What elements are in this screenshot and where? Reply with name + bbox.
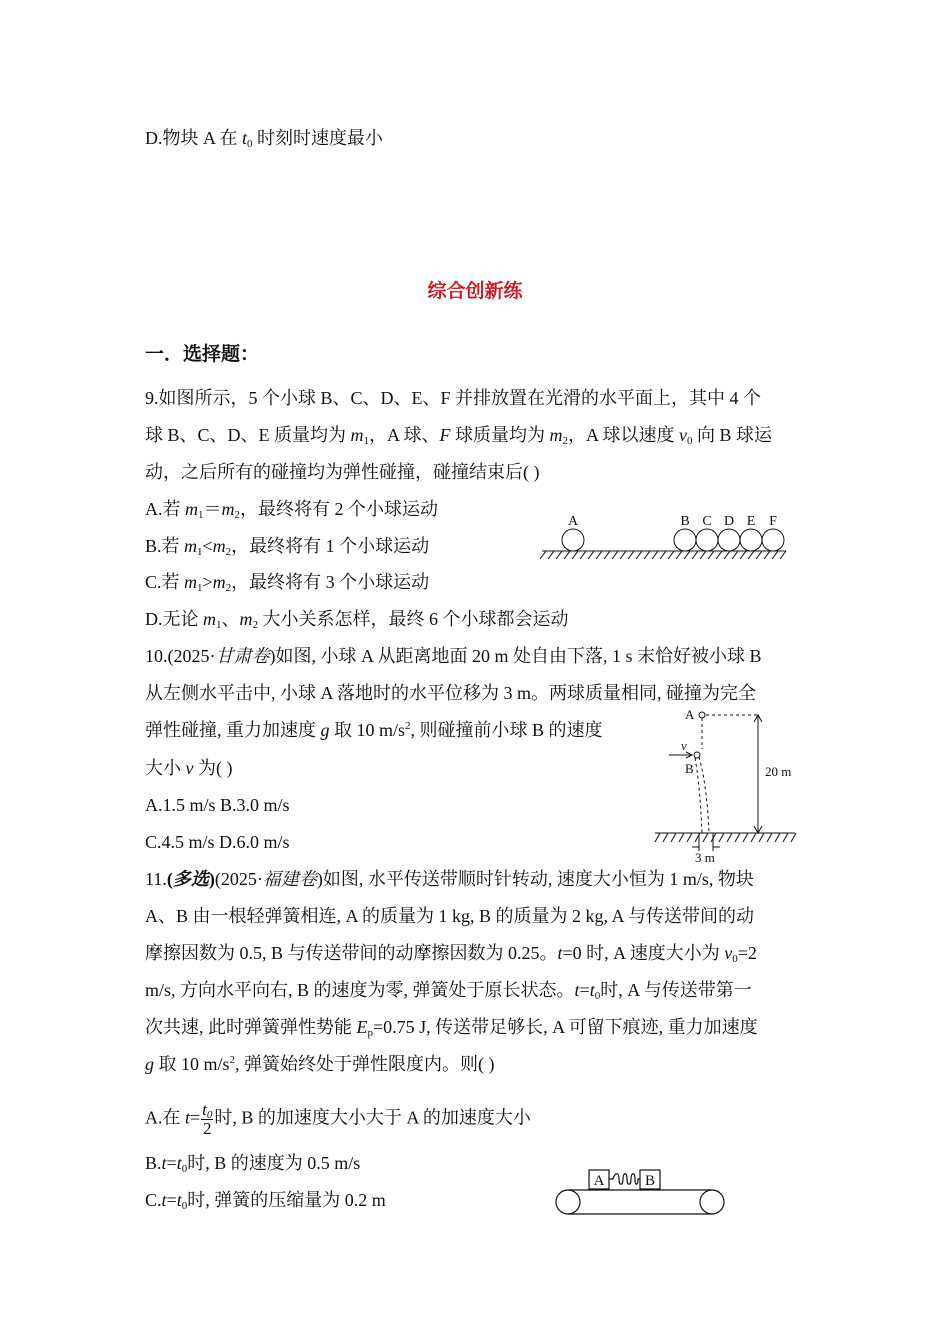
q10-options-ab: A.1.5 m/s B.3.0 m/s: [145, 795, 290, 815]
q11-conveyor-figure: [552, 1168, 732, 1220]
label-c: C: [702, 514, 712, 529]
spring: [609, 1174, 640, 1185]
q10-line-3: 弹性碰撞, 重力加速度 g 取 10 $m/s^2$, 则碰撞前小球 B 的速度: [145, 720, 603, 740]
label-b: B: [680, 514, 690, 529]
fig-label-b: B: [685, 761, 694, 776]
q9-balls-figure: [540, 510, 790, 560]
section-title: 综合创新练: [427, 280, 523, 302]
q11-option-b: $B.t=t_0$时, B 的速度为 0.5 m/s: [145, 1153, 361, 1175]
ball-c: [696, 529, 718, 551]
block-b-label: B: [644, 1173, 656, 1189]
q11-option-a: A.在 t= $\frac{t_0}{2}$ 时, B 的加速度大小大于 A 的加速度大小: [145, 1100, 531, 1138]
fig-label-a: A: [685, 707, 695, 722]
block-a-label: A: [593, 1173, 605, 1189]
q9-line-3: 动，之后所有的碰撞均为弹性碰撞，碰撞结束后( ): [145, 462, 540, 482]
fig-label-height: 20 m: [765, 764, 792, 779]
roller-left: [556, 1190, 580, 1214]
label-f: F: [769, 514, 777, 529]
fig-label-dist: 3 m: [695, 850, 715, 865]
q11-line-4: m/s, 方向水平向右, B 的速度为零, 弹簧处于原长状态。$t=t_0$时, A 与传送带第一: [145, 980, 752, 1002]
ball-a: [562, 529, 584, 551]
q9-line-1: 9.如图所示，5 个小球 B、C、D、E、F 并排放置在光滑的水平面上，其中 4 个: [145, 388, 762, 408]
q11-line-1: 11.(多选)(2025·福建卷)如图, 水平传送带顺时针转动, 速度大小恒为 1 m/s, 物块: [145, 869, 754, 889]
q10-line-1: 10.(2025·甘肃卷)如图, 小球 A 从距离地面 20 m 处自由下落, 1 s 末恰好被小球 B: [145, 646, 762, 666]
roller-right: [700, 1190, 724, 1214]
label-e: E: [746, 514, 756, 529]
q10-options-cd: C.4.5 m/s D.6.0 m/s: [145, 832, 290, 852]
prev-option-d: D.物块 A 在 $t_0$ 时刻时速度最小: [145, 128, 384, 150]
q11-line-3: 摩擦因数为 0.5, B 与传送带间的动摩擦因数为 0.25。t=0 时, A 速度大小为 $v_0=2$: [145, 943, 757, 965]
fraction-t0-over-2: $\frac{t_0}{2}$: [202, 1100, 213, 1138]
label-d: D: [723, 514, 735, 529]
q9-option-d: D.无论 $m_1$、$m_2$ 大小关系怎样，最终 6 个小球都会运动: [145, 609, 569, 631]
q11-line-5: 次共速, 此时弹簧弹性势能 $E_p=0.75$ J, 传送带足够长, A 可留下痕迹, 重力加速度: [145, 1017, 758, 1039]
q10-fall-figure: [655, 705, 800, 865]
q10-line-4: 大小 v 为( ): [145, 758, 233, 778]
q10-line-2: 从左侧水平击中, 小球 A 落地时的水平位移为 3 m。两球质量相同, 碰撞为完全: [145, 683, 757, 703]
part-heading: 一．选择题：: [145, 343, 260, 365]
q9-line-2: 球 B、C、D、E 质量均为 $m_1$，A 球、F 球质量均为 $m_2$，A 球以速度 $v_0$ 向 B 球运: [145, 425, 773, 447]
q9-option-a: A.若 $m_1=m_2$，最终将有 2 个小球运动: [145, 499, 438, 521]
q11-line-6: g 取 10 $m/s^2$, 弹簧始终处于弹性限度内。则( ): [145, 1054, 495, 1074]
q11-option-c: $C.t=t_0$时, 弹簧的压缩量为 0.2 m: [145, 1190, 386, 1212]
q9-option-b: B.若 $m_1<m_2$，最终将有 1 个小球运动: [145, 536, 430, 558]
ball-d: [718, 529, 740, 551]
label-a: A: [567, 514, 579, 529]
q11-line-2: A、B 由一根轻弹簧相连, A 的质量为 1 kg, B 的质量为 2 kg, A 与传送带间的动: [145, 906, 755, 926]
ball-f: [762, 529, 784, 551]
fig-label-v: v: [681, 738, 687, 753]
ball-e: [740, 529, 762, 551]
q9-option-c: C.若 $m_1>m_2$，最终将有 3 个小球运动: [145, 572, 430, 594]
ball-b: [674, 529, 696, 551]
